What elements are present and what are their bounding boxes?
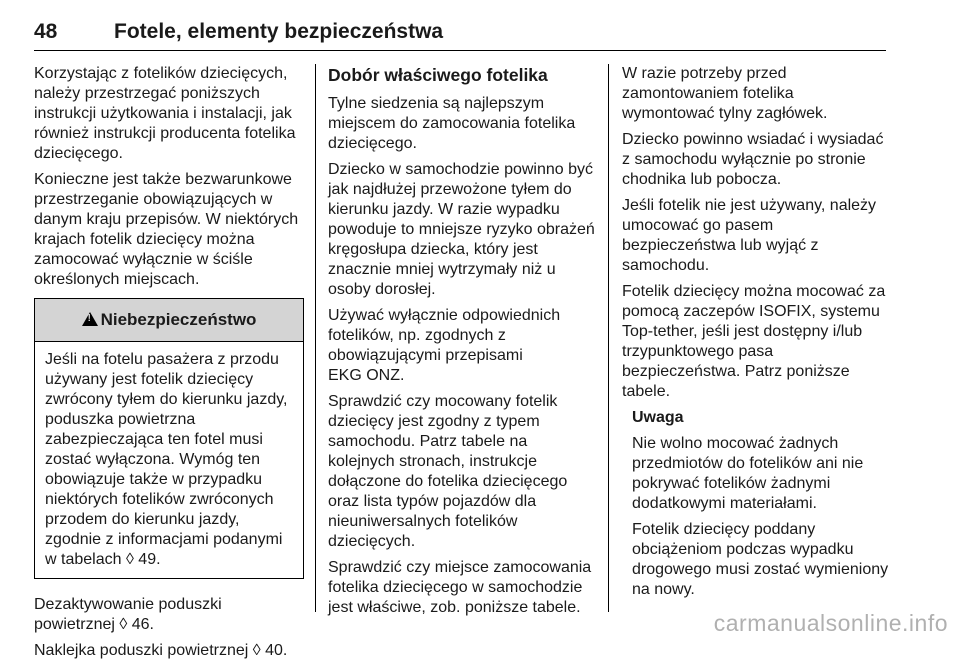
- note-paragraph: Nie wolno mocować żadnych przedmiotów do fotelików ani nie pokrywać fotelików żadnymi dodatkowymi materiałami.: [632, 435, 864, 512]
- paragraph: Używać wyłącznie odpowiednich fotelików, np. zgodnych z obowiązującymi przepisami EKG ONZ.: [328, 307, 561, 384]
- paragraph: Dziecko w samochodzie powinno być jak najdłużej przewożone tyłem do kierunku jazdy. W razie wypadku powoduje to mniejsze ryzyko obrażeń kręgosłupa dziecka, który jest znacznie mniej wytrzymały niż u osoby dorosłej.: [328, 161, 595, 298]
- paragraph: Dziecko powinno wsiadać i wysiadać z samochodu wyłącznie po stronie chodnika lub pobocza.: [622, 131, 884, 188]
- note-paragraph: Fotelik dziecięcy poddany obciążeniom podczas wypadku drogowego musi zostać wymieniony na nowy.: [632, 521, 889, 598]
- paragraph: Jeśli fotelik nie jest używany, należy umocować go pasem bezpieczeństwa lub wyjąć z samochodu.: [622, 197, 877, 274]
- paragraph: Tylne siedzenia są najlepszym miejscem do zamocowania fotelika dziecięcego.: [328, 95, 576, 152]
- note-box: [622, 408, 892, 600]
- page-header: [34, 18, 886, 51]
- warning-title: Niebezpieczeństwo: [100, 310, 257, 329]
- column-1: [34, 64, 304, 667]
- column-2: [328, 64, 598, 624]
- warning-box: [34, 298, 304, 579]
- warning-header: [35, 299, 303, 342]
- watermark: carmanualsonline.info: [713, 610, 948, 636]
- paragraph: Dezaktywowanie poduszki powietrznej ◊ 46.: [34, 596, 222, 633]
- column-3: [622, 64, 892, 606]
- paragraph: Sprawdzić czy miejsce zamocowania fotelika dziecięcego w samochodzie jest właściwe, zob. poniższe tabele.: [328, 559, 592, 616]
- warning-body: Jeśli na fotelu pasażera z przodu używany jest fotelik dziecięcy zwrócony tyłem do kierunku jazdy, poduszka powietrzna zabezpieczająca ten fotel musi zostać wyłączona. Wymóg ten obowiązuje także w przypadku niektórych fotelików zwróconych przodem do kierunku jazdy, zgodnie z informacjami podanymi w tabelach ◊ 49.: [45, 351, 288, 568]
- paragraph: W razie potrzeby przed zamontowaniem fotelika wymontować tylny zagłówek.: [622, 65, 828, 122]
- paragraph: Sprawdzić czy mocowany fotelik dziecięcy jest zgodny z typem samochodu. Patrz tabele na kolejnych stronach, instrukcje dołączone do fotelika dziecięcego oraz lista typów pojazdów dla nieuniwersalnych fotelików dziecięcych.: [328, 393, 568, 550]
- paragraph: Naklejka poduszki powietrznej ◊ 40.: [34, 642, 288, 659]
- warning-icon: [82, 312, 98, 326]
- paragraph: Konieczne jest także bezwarunkowe przestrzeganie obowiązujących w danym kraju przepisów. W niektórych krajach fotelik dziecięcy można zamocować wyłącznie w ściśle określonych miejscach.: [34, 171, 299, 288]
- section-title: Fotele, elementy bezpieczeństwa: [114, 20, 444, 43]
- subsection-heading: Dobór właściwego fotelika: [328, 65, 548, 85]
- page-number: 48: [34, 20, 58, 43]
- column-divider: [315, 64, 316, 612]
- column-divider: [608, 64, 609, 612]
- paragraph: Fotelik dziecięcy można mocować za pomocą zaczepów ISOFIX, systemu Top-tether, jeśli jest dostępny i/lub trzypunktowego pasa bezpieczeństwa. Patrz poniższe tabele.: [622, 283, 886, 400]
- note-title: Uwaga: [632, 409, 684, 426]
- paragraph: Korzystając z fotelików dziecięcych, należy przestrzegać poniższych instrukcji użytkowania i instalacji, jak również instrukcji producenta fotelika dziecięcego.: [34, 65, 296, 162]
